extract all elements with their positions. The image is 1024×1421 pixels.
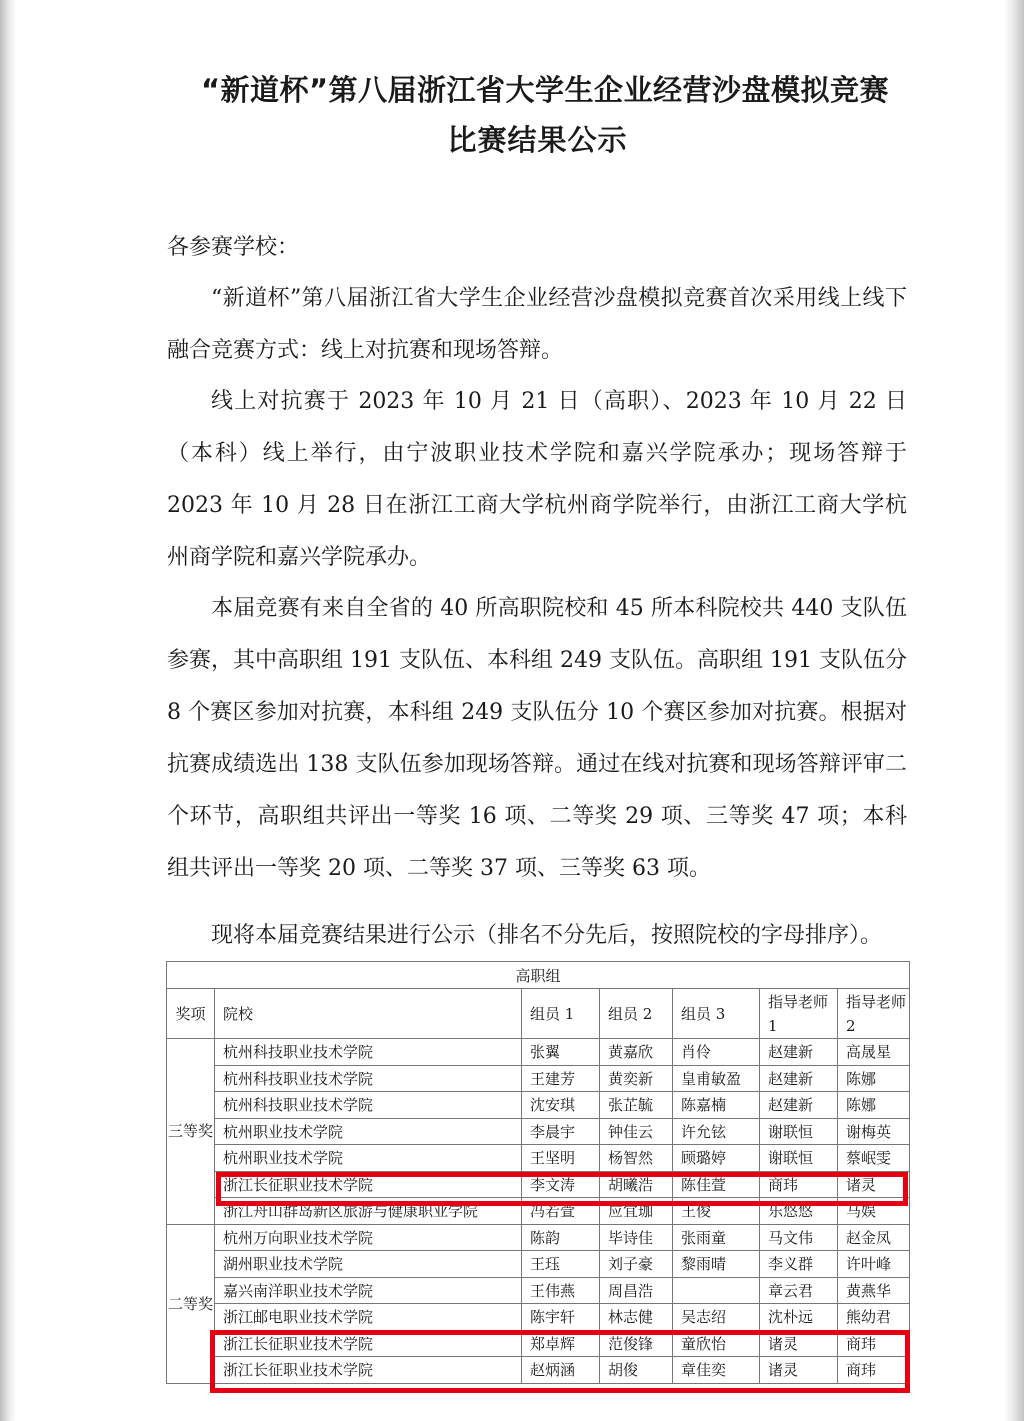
cell-member1: 王坚明 xyxy=(522,1145,600,1172)
cell-member2: 杨智然 xyxy=(600,1145,673,1172)
table-row xyxy=(167,1251,910,1278)
salutation: 各参赛学校： xyxy=(167,235,300,260)
cell-member2: 林志健 xyxy=(600,1304,673,1331)
header-teacher2: 指导老师 2 xyxy=(838,989,910,1039)
table-row xyxy=(167,1039,910,1066)
award-second-prize: 二等奖 xyxy=(167,1224,215,1383)
table-row xyxy=(167,1277,910,1304)
cell-teacher1: 章云君 xyxy=(760,1277,838,1304)
cell-member1: 张翼 xyxy=(522,1039,600,1066)
cell-member3: 许允铉 xyxy=(673,1118,760,1145)
cell-teacher1: 诸灵 xyxy=(760,1330,838,1357)
group-title: 高职组 xyxy=(167,962,910,989)
cell-member3: 章佳奕 xyxy=(673,1357,760,1384)
cell-member1: 沈安琪 xyxy=(522,1092,600,1119)
cell-school: 杭州职业技术学院 xyxy=(215,1118,522,1145)
cell-member2: 张芷毓 xyxy=(600,1092,673,1119)
cell-member3: 顾璐婷 xyxy=(673,1145,760,1172)
header-row xyxy=(167,989,910,1039)
cell-teacher1: 赵建新 xyxy=(760,1065,838,1092)
cell-school: 湖州职业技术学院 xyxy=(215,1251,522,1278)
cell-member1: 郑卓辉 xyxy=(522,1330,600,1357)
cell-teacher2: 黄燕华 xyxy=(838,1277,910,1304)
cell-teacher2: 商玮 xyxy=(838,1330,910,1357)
header-member1: 组员 1 xyxy=(522,989,600,1039)
document-subtitle: 比赛结果公示 xyxy=(447,123,628,157)
cell-member1: 赵炳涵 xyxy=(522,1357,600,1384)
cell-school: 浙江长征职业技术学院 xyxy=(215,1357,522,1384)
group-title-row xyxy=(167,962,910,989)
cell-teacher1: 谢联恒 xyxy=(760,1118,838,1145)
cell-teacher2: 陈娜 xyxy=(838,1065,910,1092)
red-highlight-box xyxy=(216,1172,908,1206)
paragraph-schedule: 线上对抗赛于 2023 年 10 月 21 日（高职）、2023 年 10 月 22 日（本科）线上举行，由宁波职业技术学院和嘉兴学院承办；现场答辩于 2023 年 10 月 28 日在浙江工商大学杭州商学院举行，由浙江工商大学杭州商学院和嘉兴学院承办。 xyxy=(167,389,907,570)
cell-member2: 范俊锋 xyxy=(600,1330,673,1357)
cell-school: 浙江邮电职业技术学院 xyxy=(215,1304,522,1331)
header-school: 院校 xyxy=(215,989,522,1039)
cell-school: 杭州科技职业技术学院 xyxy=(215,1065,522,1092)
cell-member1: 冯若萱 xyxy=(522,1198,600,1225)
cell-teacher1: 沈朴远 xyxy=(760,1304,838,1331)
cell-school: 杭州万向职业技术学院 xyxy=(215,1224,522,1251)
header-award: 奖项 xyxy=(167,989,215,1039)
cell-school: 嘉兴南洋职业技术学院 xyxy=(215,1277,522,1304)
cell-member1: 王伟燕 xyxy=(522,1277,600,1304)
cell-member2: 钟佳云 xyxy=(600,1118,673,1145)
cell-member1: 陈韵 xyxy=(522,1224,600,1251)
red-highlight-box xyxy=(210,1330,910,1393)
cell-member1: 王建芳 xyxy=(522,1065,600,1092)
cell-teacher2: 诸灵 xyxy=(838,1171,910,1198)
cell-teacher2: 赵金凤 xyxy=(838,1224,910,1251)
cell-member3: 童欣怡 xyxy=(673,1330,760,1357)
cell-school: 浙江舟山群岛新区旅游与健康职业学院 xyxy=(215,1198,522,1225)
cell-teacher2: 熊幼君 xyxy=(838,1304,910,1331)
cell-member3: 黎雨晴 xyxy=(673,1251,760,1278)
cell-teacher2: 高晟星 xyxy=(838,1039,910,1066)
cell-teacher1: 李义群 xyxy=(760,1251,838,1278)
cell-teacher1: 赵建新 xyxy=(760,1092,838,1119)
table-row xyxy=(167,1145,910,1172)
table-row xyxy=(167,1224,910,1251)
cell-member3: 陈嘉楠 xyxy=(673,1092,760,1119)
cell-member2: 胡俊 xyxy=(600,1357,673,1384)
header-teacher1: 指导老师 1 xyxy=(760,989,838,1039)
cell-teacher1: 商玮 xyxy=(760,1171,838,1198)
cell-member3: 肖伶 xyxy=(673,1039,760,1066)
paragraph-statistics: 本届竞赛有来自全省的 40 所高职院校和 45 所本科院校共 440 支队伍参赛，其中高职组 191 支队伍、本科组 249 支队伍。高职组 191 支队伍分 8 个赛区参加对抗赛，本科组 249 支队伍分 10 个赛区参加对抗赛。根据对抗赛成绩选出 138 支队伍参加现场答辩。通过在线对抗赛和现场答辩评审二个环节，高职组共评出一等奖 16 项、二等奖 29 项、三等奖 47 项；本科组共评出一等奖 20 项、二等奖 37 项、三等奖 63 项。 xyxy=(167,596,907,881)
cell-teacher1: 赵建新 xyxy=(760,1039,838,1066)
header-member3: 组员 3 xyxy=(673,989,760,1039)
cell-school: 杭州科技职业技术学院 xyxy=(215,1092,522,1119)
cell-school: 杭州职业技术学院 xyxy=(215,1145,522,1172)
document-title: “新道杯”第八届浙江省大学生企业经营沙盘模拟竞赛 xyxy=(200,73,890,107)
cell-member2: 黄奕新 xyxy=(600,1065,673,1092)
table-row xyxy=(167,1065,910,1092)
cell-teacher1: 谢联恒 xyxy=(760,1145,838,1172)
cell-teacher2: 陈娜 xyxy=(838,1092,910,1119)
paragraph-intro: “新道杯”第八届浙江省大学生企业经营沙盘模拟竞赛首次采用线上线下融合竞赛方式：线上对抗赛和现场答辩。 xyxy=(167,286,907,363)
cell-member2: 胡曦浩 xyxy=(600,1171,673,1198)
cell-teacher2: 马娱 xyxy=(838,1198,910,1225)
cell-member3 xyxy=(673,1277,760,1304)
table-row xyxy=(167,1092,910,1119)
table-row xyxy=(167,1304,910,1331)
cell-member2: 黄嘉欣 xyxy=(600,1039,673,1066)
cell-teacher1: 乐悠悠 xyxy=(760,1198,838,1225)
table-row xyxy=(167,1118,910,1145)
award-third-prize: 三等奖 xyxy=(167,1039,215,1225)
cell-teacher2: 商玮 xyxy=(838,1357,910,1384)
cell-school: 浙江长征职业技术学院 xyxy=(215,1330,522,1357)
cell-member2: 应宜珈 xyxy=(600,1198,673,1225)
cell-member1: 王珏 xyxy=(522,1251,600,1278)
cell-member2: 毕诗佳 xyxy=(600,1224,673,1251)
header-member2: 组员 2 xyxy=(600,989,673,1039)
cell-teacher2: 许叶峰 xyxy=(838,1251,910,1278)
cell-teacher2: 谢梅英 xyxy=(838,1118,910,1145)
cell-school: 杭州科技职业技术学院 xyxy=(215,1039,522,1066)
cell-teacher1: 诸灵 xyxy=(760,1357,838,1384)
cell-member1: 李晨宇 xyxy=(522,1118,600,1145)
cell-school: 浙江长征职业技术学院 xyxy=(215,1171,522,1198)
cell-member1: 李文涛 xyxy=(522,1171,600,1198)
cell-teacher1: 马文伟 xyxy=(760,1224,838,1251)
cell-member2: 刘子豪 xyxy=(600,1251,673,1278)
cell-member1: 陈宇轩 xyxy=(522,1304,600,1331)
paragraph-announcement: 现将本届竞赛结果进行公示（排名不分先后，按照院校的字母排序）。 xyxy=(211,923,883,948)
cell-member3: 皇甫敏盈 xyxy=(673,1065,760,1092)
cell-member2: 周昌浩 xyxy=(600,1277,673,1304)
cell-member3: 陈佳萱 xyxy=(673,1171,760,1198)
cell-member3: 王俊 xyxy=(673,1198,760,1225)
cell-teacher2: 蔡岷雯 xyxy=(838,1145,910,1172)
cell-member3: 张雨童 xyxy=(673,1224,760,1251)
cell-member3: 吴志绍 xyxy=(673,1304,760,1331)
